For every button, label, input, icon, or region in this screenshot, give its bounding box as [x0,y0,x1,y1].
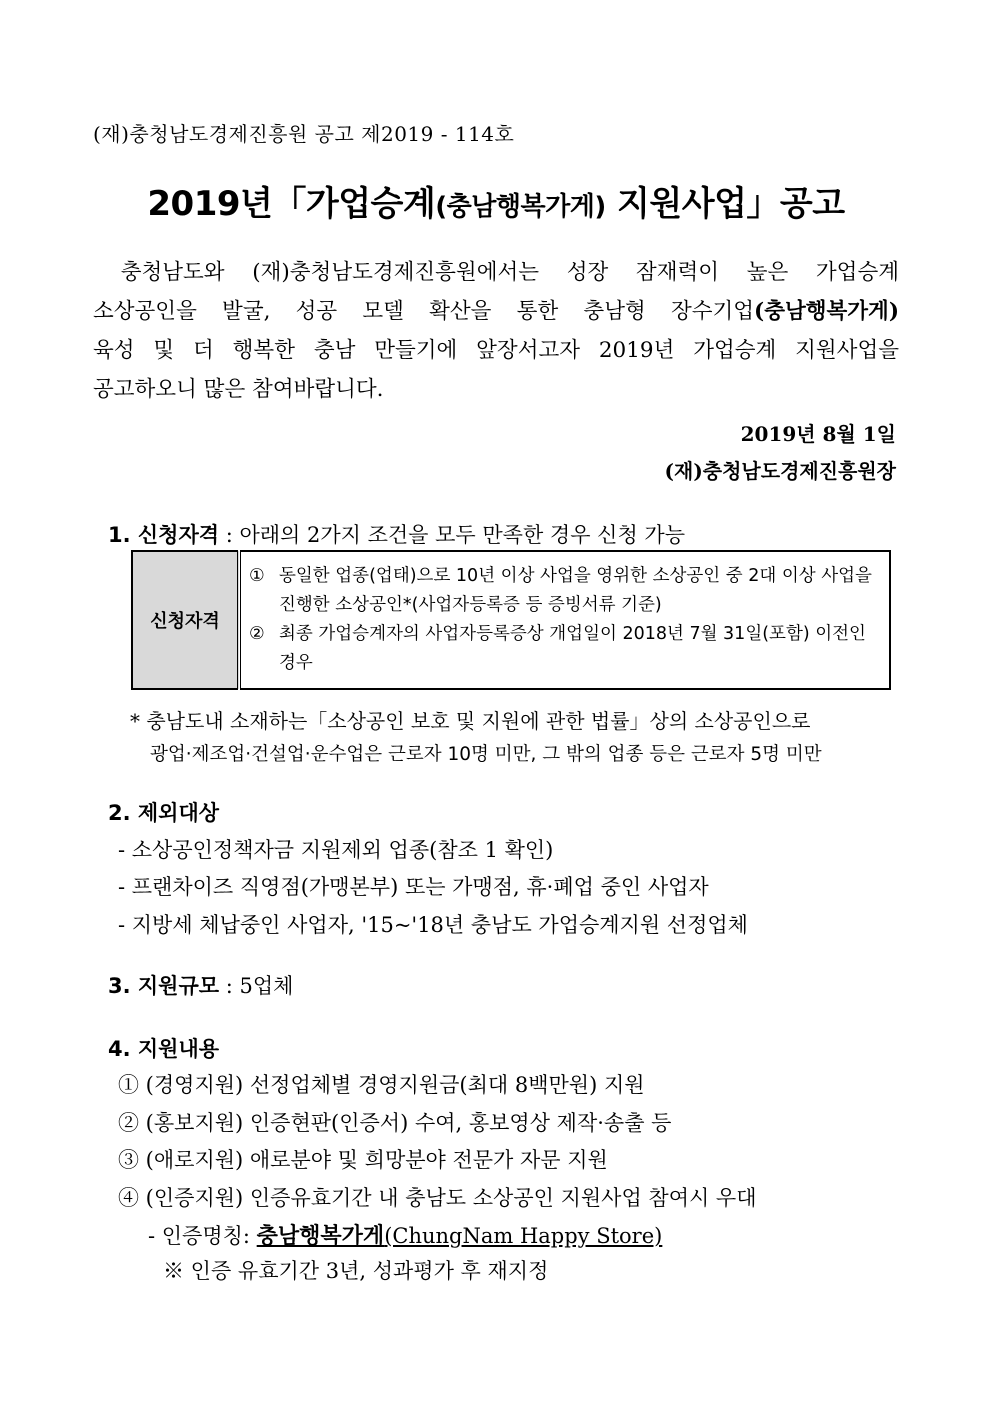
qualification-item-number: ① [249,566,265,586]
qualification-item [249,562,883,620]
intro-line-text: 소상공인을 발굴, 성공 모델 확산을 통한 충남형 장수기업 [93,299,755,324]
qualification-note-detail: 광업·제조업·건설업·운수업은 근로자 10명 미만, 그 밖의 업종 등은 근로자 5명 미만 [150,744,822,765]
qualification-item [249,620,883,678]
exclusion-item: - 지방세 체납중인 사업자, '15~'18년 충남도 가업승계지원 선정업체 [118,913,748,937]
support-item: ③ (애로지원) 애로분야 및 희망분야 전문가 자문 지원 [118,1148,608,1172]
certification-name [257,1224,663,1248]
title-suffix: 지원사업」공고 [605,184,845,224]
certification-label: - 인증명칭: [148,1224,257,1248]
section-3-title: 3. 지원규모 [108,974,220,998]
certification-validity: ※ 인증 유효기간 3년, 성과평가 후 재지정 [163,1259,549,1283]
certification-name-ko: 충남행복가게 [256,1224,385,1249]
intro-line [93,253,899,292]
intro-paragraph [93,253,899,409]
support-item: ① (경영지원) 선정업체별 경영지원금(최대 8백만원) 지원 [118,1073,645,1097]
section-3-heading [108,970,293,1000]
exclusion-item: - 프랜차이즈 직영점(가맹본부) 또는 가맹점, 휴·폐업 중인 사업자 [118,875,709,899]
intro-line: 육성 및 더 행복한 충남 만들기에 앞장서고자 2019년 가업승계 지원사업을 [93,338,899,363]
section-1-desc: : 아래의 2가지 조건을 모두 만족한 경우 신청 가능 [219,523,685,547]
section-2-heading [108,797,219,827]
notice-number: (재)충청남도경제진흥원 공고 제2019 - 114호 [93,122,515,146]
qualification-item-text: 최종 가업승계자의 사업자등록증상 개업일이 2018년 7월 31일(포함) 이전인 경우 [279,624,866,673]
support-item: ② (홍보지원) 인증현판(인증서) 수여, 홍보영상 제작·송출 등 [118,1111,672,1135]
intro-line-text: 충청남도와 (재)충청남도경제진흥원에서는 성장 잠재력이 높은 가업승계 [120,260,899,285]
section-1-title: 1. 신청자격 [108,523,220,547]
certification-name-en: (ChungNam Happy Store) [384,1224,663,1248]
qualification-item-number: ② [249,624,265,644]
title-prefix: 2019년「가업승계 [147,184,436,224]
notice-date: 2019년 8월 1일 [740,422,896,446]
qualification-table [131,550,891,690]
organization-name: (재)충청남도경제진흥원장 [664,459,896,483]
page-title [0,176,992,225]
section-4-heading [108,1033,219,1063]
intro-emphasis: (충남행복가게) [754,299,899,324]
exclusion-item: - 소상공인정책자금 지원제외 업종(참조 1 확인) [118,838,554,862]
intro-line: 공고하오니 많은 참여바랍니다. [93,377,384,402]
section-2-title: 2. 제외대상 [108,801,220,825]
intro-line [93,292,899,331]
section-4-title: 4. 지원내용 [108,1037,220,1061]
qualification-note: * 충남도내 소재하는「소상공인 보호 및 지원에 관한 법률」상의 소상공인으로 [130,709,811,733]
support-item: ④ (인증지원) 인증유효기간 내 충남도 소상공인 지원사업 참여시 우대 [118,1186,757,1210]
qualification-table-header: 신청자격 [132,551,239,689]
certification-name-line [148,1219,662,1250]
title-sub: (충남행복가게) [435,192,606,222]
qualification-item-text: 동일한 업종(업태)으로 10년 이상 사업을 영위한 소상공인 중 2대 이상 사업을 진행한 소상공인*(사업자등록증 등 증빙서류 기준) [279,566,872,615]
section-1-heading [108,519,685,549]
section-3-desc: : 5업체 [219,974,294,998]
qualification-table-body [239,551,890,689]
